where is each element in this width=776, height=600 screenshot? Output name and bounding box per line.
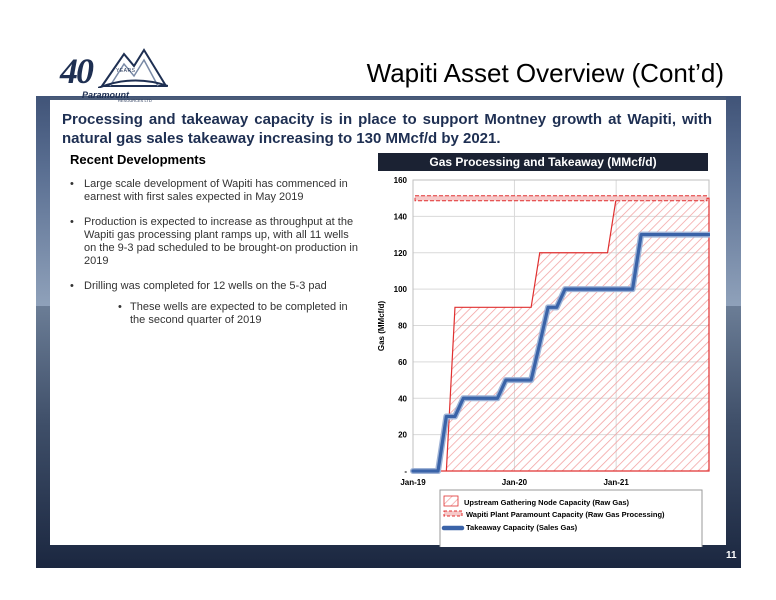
series-upstream-gathering-area <box>413 198 709 471</box>
list-item <box>70 178 360 204</box>
gas-capacity-chart <box>360 172 710 547</box>
developments-heading: Recent Developments <box>70 152 206 167</box>
y-tick-label: 80 <box>398 321 407 331</box>
y-tick-label: 120 <box>393 248 407 258</box>
list-item <box>70 280 360 327</box>
series-layer <box>413 196 709 471</box>
developments-list <box>70 178 360 339</box>
bullet-icon: • <box>118 301 122 313</box>
logo-brand: Paramount <box>82 90 130 100</box>
x-tick-labels <box>400 478 629 487</box>
x-tick-label: Jan-21 <box>603 478 629 487</box>
y-tick-labels <box>394 176 408 476</box>
y-tick-label: 60 <box>398 357 407 367</box>
y-tick-label: - <box>404 467 407 476</box>
sub-list-item-text: These wells are expected to be completed in the second quarter of 2019 <box>130 301 348 326</box>
list-item-text: Large scale development of Wapiti has commenced in earnest with first sales expected in May 2019 <box>84 178 348 203</box>
list-item-text: Drilling was completed for 12 wells on the 5-3 pad <box>84 280 327 292</box>
y-axis-label: Gas (MMcf/d) <box>377 300 386 352</box>
x-tick-label: Jan-20 <box>501 478 528 487</box>
x-tick-label: Jan-19 <box>400 478 426 487</box>
y-tick-label: 160 <box>393 176 407 185</box>
mountain-logo-icon <box>98 44 168 88</box>
bullet-icon: • <box>70 178 74 190</box>
chart-legend <box>440 490 702 547</box>
sub-list-item <box>118 301 360 327</box>
slide-title: Wapiti Asset Overview (Cont’d) <box>366 58 724 88</box>
lead-statement: Processing and takeaway capacity is in place to support Montney growth at Wapiti, with natural gas sales takeaway increasing to 130 MMcf/d by 2021. <box>62 111 712 147</box>
legend-label: Wapiti Plant Paramount Capacity (Raw Gas Processing) <box>466 510 665 519</box>
logo-years: YEARS <box>116 68 136 74</box>
y-tick-label: 100 <box>393 285 407 295</box>
chart-title: Gas Processing and Takeaway (MMcf/d) <box>378 153 708 171</box>
legend-label: Upstream Gathering Node Capacity (Raw Gas) <box>464 498 630 507</box>
paramount-logo <box>58 40 170 104</box>
legend-label: Takeaway Capacity (Sales Gas) <box>466 523 578 532</box>
bullet-icon: • <box>70 280 74 292</box>
y-tick-label: 140 <box>393 212 407 222</box>
page-number: 11 <box>726 550 737 561</box>
list-item-text: Production is expected to increase as throughput at the Wapiti gas processing plant ramps up, with all 11 wells on the 9-3 pad scheduled to be brought-on production in 2019 <box>84 216 358 267</box>
logo-number: 40 <box>60 51 92 91</box>
legend-swatch-hatched-area <box>444 496 458 506</box>
y-tick-label: 40 <box>398 394 407 404</box>
list-item <box>70 216 360 268</box>
series-plant-capacity-band <box>415 196 707 201</box>
y-tick-label: 20 <box>398 430 407 440</box>
legend-swatch-dashed-band <box>444 511 462 516</box>
bullet-icon: • <box>70 216 74 228</box>
logo-subtitle: RESOURCES LTD <box>118 98 152 103</box>
